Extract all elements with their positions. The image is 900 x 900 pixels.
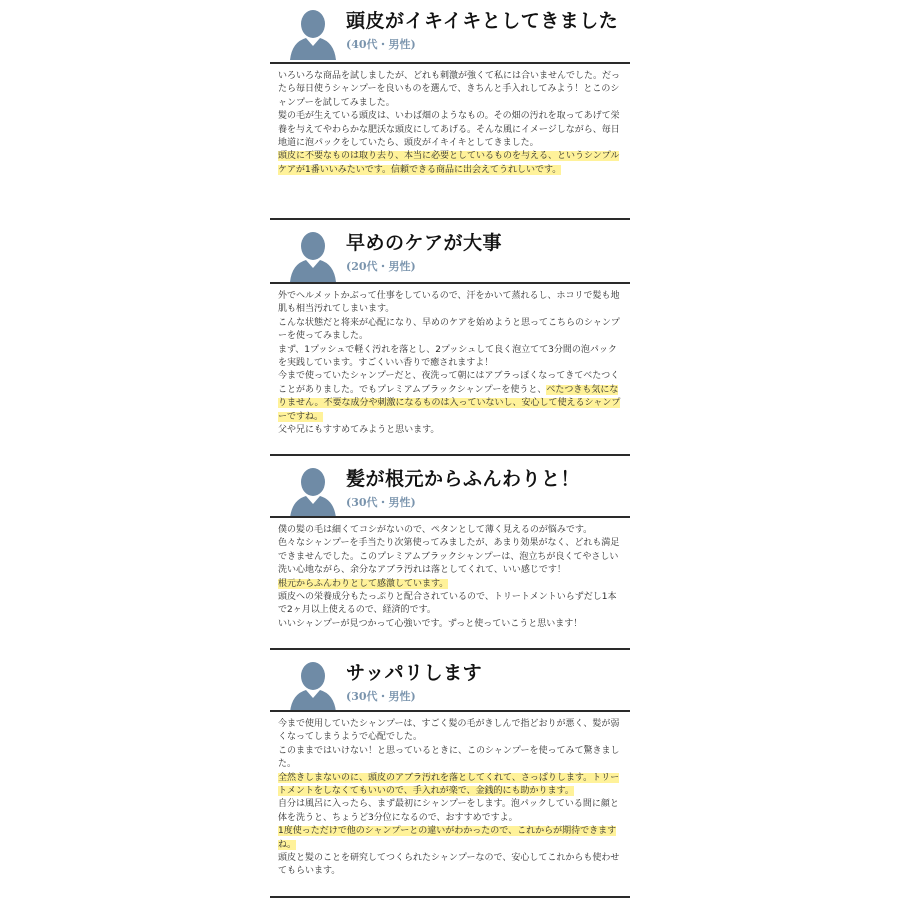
review-paragraph: いろいろな商品を試しましたが、どれも刺激が強くて私には合いませんでした。だったら毎日使うシャンプーを良いものを選んで、きちんと手入れしてみよう！とこのシャンプーを試してみました。 [278, 71, 621, 108]
divider [270, 62, 630, 64]
person-silhouette-icon [288, 656, 338, 712]
review-paragraph: いいシャンプーが見つかって心強いです。ずっと使っていこうと思います！ [278, 618, 583, 629]
review-paragraph: 髪の毛が生えている頭皮は、いわば畑のようなもの。その畑の汚れを取ってあげて栄養を与えてやわらかな肥沃な頭皮にしてあげる。そんな風にイメージしながら、毎日地道に泡パックをしていたら、頭皮がイキイキとしてきました。 [278, 111, 620, 149]
highlighted-text: べたつきも気になりません。不要な成分や刺激になるものは入っていないし、安心して使えるシャンプーですね。 [278, 384, 621, 422]
review-paragraph: 父や兄にもすすめてみようと思います。 [278, 425, 440, 436]
review-paragraph: 外でヘルメットかぶって仕事をしているので、汗をかいて蒸れるし、ホコリで髪も地肌も相当汚れてしまいます。 [278, 291, 620, 315]
review-card [270, 652, 630, 900]
reviewer-age: (20代・男性) [346, 260, 416, 273]
highlighted-text: 根元からふんわりとして感激しています。 [278, 578, 449, 589]
highlighted-text: 全然きしまないのに、頭皮のアブラ汚れを落としてくれて、さっぱりします。トリートメントをしなくてもいいので、手入れが楽で、金銭的にも助かります。 [278, 772, 620, 797]
highlighted-text: 1度使っただけで他のシャンプーとの違いがわかったので、これからが期待できますね。 [278, 826, 617, 850]
review-body [278, 718, 624, 879]
review-body [278, 290, 624, 437]
reviewer-age: (40代・男性) [346, 38, 416, 51]
divider [270, 648, 630, 650]
review-body [278, 70, 624, 177]
review-title: 頭皮がイキイキとしてきました [346, 10, 619, 32]
divider [270, 710, 630, 712]
review-paragraph: まず、1プッシュで軽く汚れを落とし、2プッシュして良く泡立てて3分間の泡パックを実践しています。すごくいい香りで癒されますよ！ [278, 344, 617, 369]
review-header [270, 652, 630, 712]
reviewer-age: (30代・男性) [346, 496, 416, 509]
review-paragraph: 頭皮と髪のことを研究してつくられたシャンプーなので、安心してこれからも使わせてもらいます。 [278, 853, 620, 877]
review-body [278, 524, 624, 631]
review-paragraph: 僕の髪の毛は細くてコシがないので、ペタンとして薄く見えるのが悩みです。 [278, 525, 593, 535]
review-title: 早めのケアが大事 [346, 232, 503, 254]
review-paragraph: 色々なシャンプーを手当たり次第使ってみましたが、あまり効果がなく、どれも満足できませんでした。このプレミアムブラックシャンプーは、泡立ちが良くてやさしい洗い心地ながら、余分なアブラ汚れは落としてくれて、いい感じです！ [278, 538, 620, 576]
divider [270, 516, 630, 518]
review-paragraph: 今まで使用していたシャンプーは、すごく髪の毛がきしんで指どおりが悪く、髪が弱くなってしまうようで心配でした。 [278, 719, 620, 743]
review-title: 髪が根元からふんわりと！ [346, 468, 581, 490]
review-header [270, 458, 630, 518]
review-card [270, 0, 630, 220]
person-silhouette-icon [288, 226, 338, 282]
review-paragraph: 自分は風呂に入ったら、まず最初にシャンプーをします。泡パックしている間に顔と体を洗うと、ちょうど3分位になるので、おすすめですよ。 [278, 799, 619, 823]
review-header [270, 0, 630, 60]
review-paragraph: 頭皮への栄養成分もたっぷりと配合されているので、トリートメントいらずだし1本で2ヶ月以上使えるので、経済的です。 [278, 592, 617, 616]
review-header [270, 222, 630, 282]
review-card [270, 222, 630, 458]
review-paragraph: こんな状態だと将来が心配になり、早めのケアを始めようと思ってこちらのシャンプーを使ってみました。 [278, 317, 620, 342]
review-paragraph: 今まで使っていたシャンプーだと、夜洗って朝にはアブラっぽくなってきてべたつくことがありました。でもプレミアムブラックシャンプーを使うと、 [278, 371, 620, 395]
review-card [270, 458, 630, 652]
review-title: サッパリします [346, 662, 483, 684]
person-silhouette-icon [288, 4, 338, 60]
divider [270, 218, 630, 220]
divider [270, 896, 630, 898]
person-silhouette-icon [288, 462, 338, 518]
reviewer-age: (30代・男性) [346, 690, 416, 703]
divider [270, 282, 630, 284]
highlighted-text: 頭皮に不要なものは取り去り、本当に必要としているものを与える、というシンプルケアが1番いいみたいです。信頼できる商品に出会えてうれしいです。 [278, 151, 620, 175]
divider [270, 454, 630, 456]
review-paragraph: このままではいけない！と思っているときに、このシャンプーを使ってみて驚きました。 [278, 745, 620, 770]
